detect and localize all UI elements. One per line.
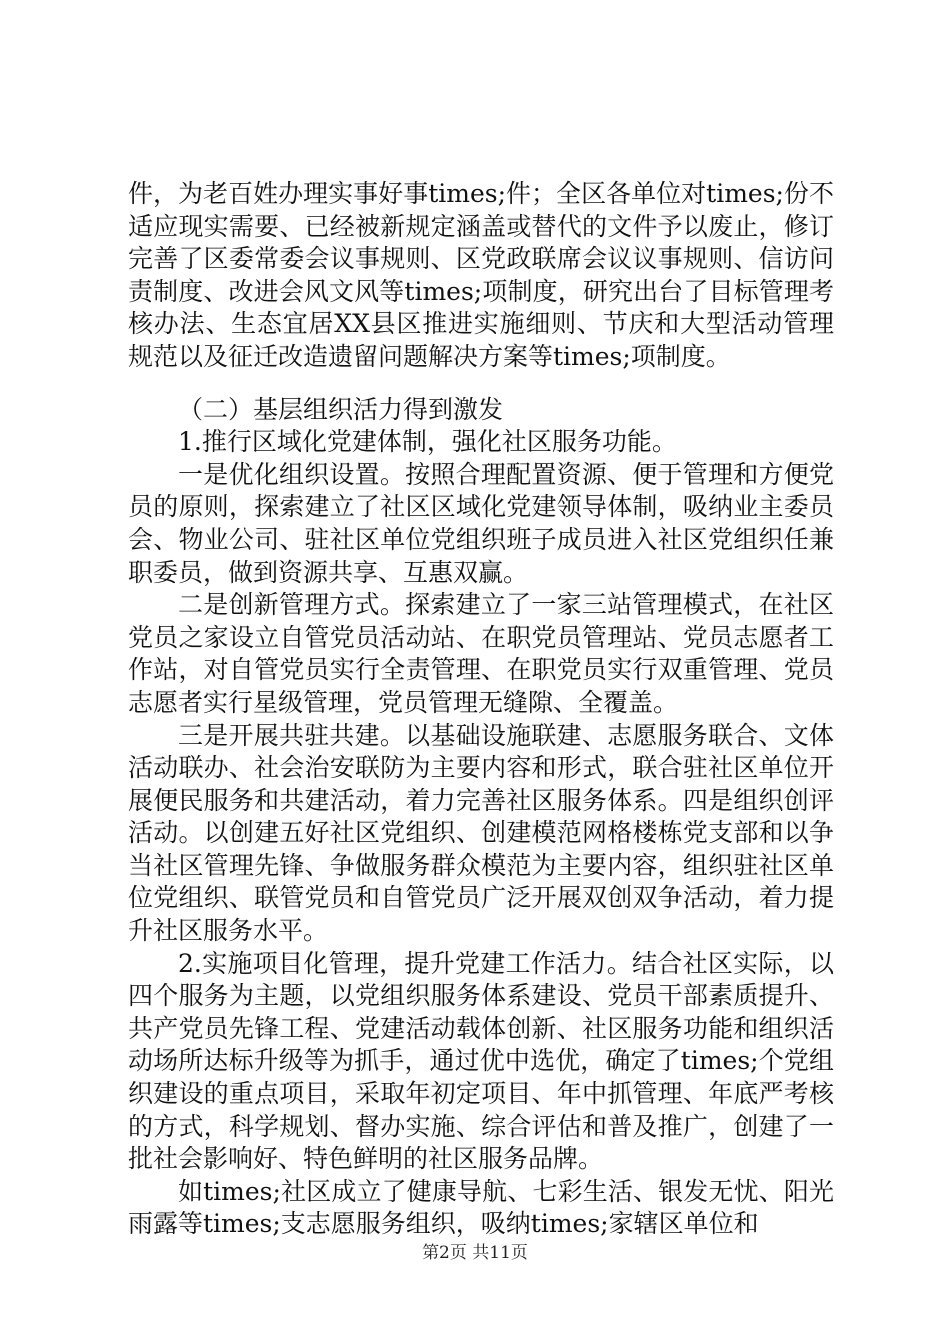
page-number: 第2页 共11页 xyxy=(422,1243,528,1263)
paragraph-1: 件，为老百姓办理实事好事times;件；全区各单位对times;份不适应现实需要、已经被新规定涵盖或替代的文件予以废止，修订完善了区委常委会议事规则、区党政联席会议议事规则、信访问责制度、改进会风文风等times;项制度，研究出台了目标管理考核办法、生态宜居XX县区推进实施细则、节庆和大型活动管理规范以及征迁改造遗留问题解决方案等times;项制度。 xyxy=(128,179,834,371)
page-footer xyxy=(0,1238,950,1263)
document-body xyxy=(128,178,834,1241)
paragraph-joint-building: 三是开展共驻共建。以基础设施联建、志愿服务联合、文体活动联办、社会治安联防为主要内容和形式，联合驻社区单位开展便民服务和共建活动，着力完善社区服务体系。四是组织创评活动。以创建五好社区党组织、创建模范网格楼栋党支部和以争当社区管理先锋、争做服务群众模范为主要内容，组织驻社区单位党组织、联管党员和自管党员广泛开展双创双争活动，着力提升社区服务水平。 xyxy=(128,720,834,946)
paragraph-example: 如times;社区成立了健康导航、七彩生活、银发无忧、阳光雨露等times;支志愿服务组织，吸纳times;家辖区单位和 xyxy=(128,1176,834,1239)
paragraph-optimize-organization: 一是优化组织设置。按照合理配置资源、便于管理和方便党员的原则，探索建立了社区区域化党建领导体制，吸纳业主委员会、物业公司、驻社区单位党组织班子成员进入社区党组织任兼职委员，做到资源共享、互惠双赢。 xyxy=(128,459,834,587)
paragraph-project-management: 2.实施项目化管理，提升党建工作活力。结合社区实际，以四个服务为主题，以党组织服务体系建设、党员干部素质提升、共产党员先锋工程、党建活动载体创新、社区服务功能和组织活动场所达标升级等为抓手，通过优中选优，确定了times;个党组织建设的重点项目，采取年初定项目、年中抓管理、年底严考核的方式，科学规划、督办实施、综合评估和普及推广，创建了一批社会影响好、特色鲜明的社区服务品牌。 xyxy=(128,948,834,1174)
section-heading-2: （二）基层组织活力得到激发 xyxy=(178,394,504,424)
paragraph-innovate-management: 二是创新管理方式。探索建立了一家三站管理模式，在社区党员之家设立自管党员活动站、在职党员管理站、党员志愿者工作站，对自管党员实行全责管理、在职党员实行双重管理、党员志愿者实行星级管理，党员管理无缝隙、全覆盖。 xyxy=(128,590,834,717)
subheading-1: 1.推行区域化党建体制，强化社区服务功能。 xyxy=(178,427,677,457)
